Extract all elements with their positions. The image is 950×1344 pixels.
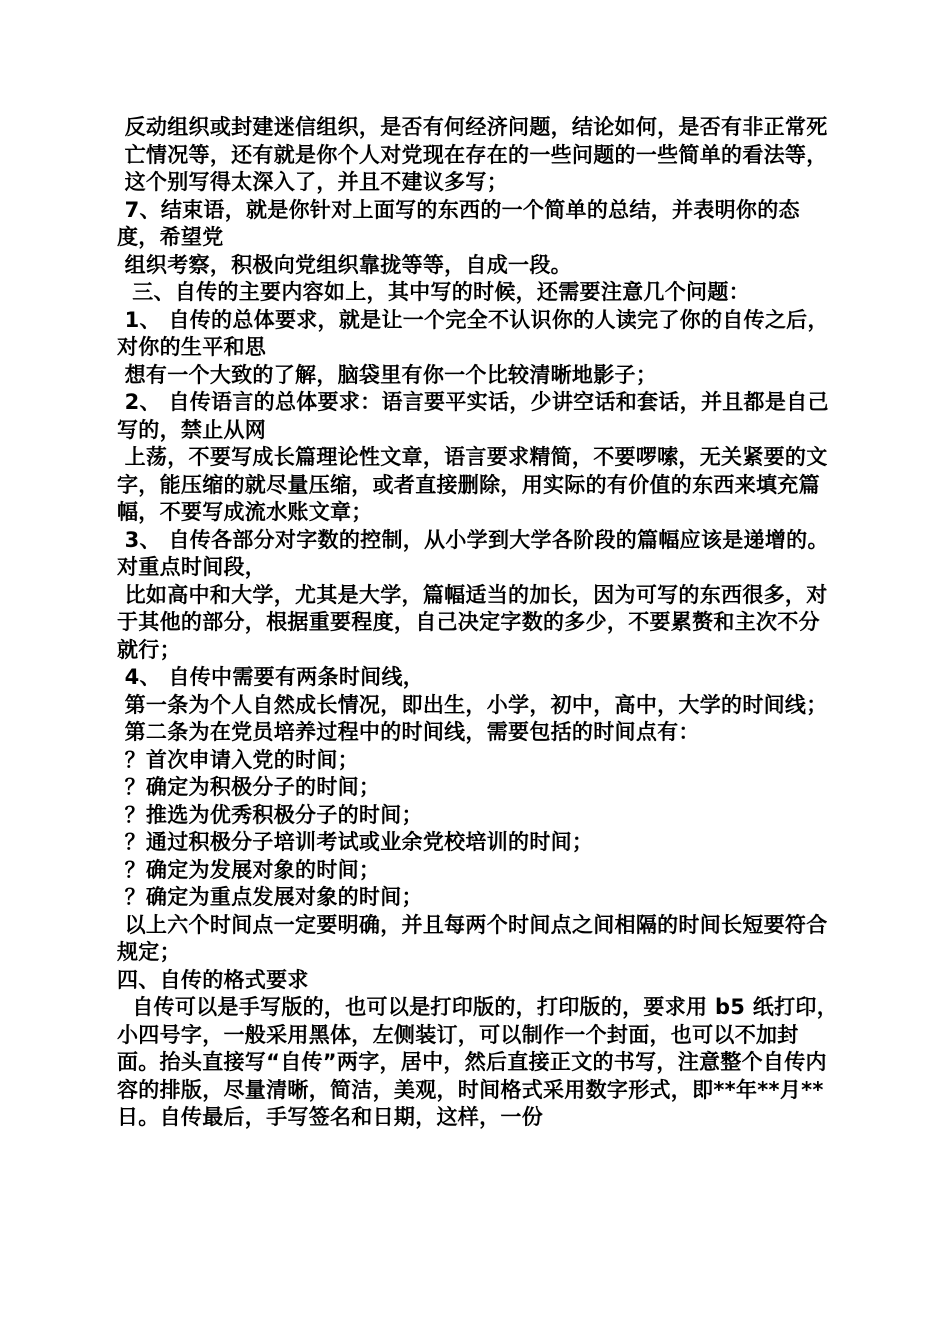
text-line: 想有一个大致的了解，脑袋里有你一个比较清晰地影子； — [117, 362, 658, 387]
text-line: 这个别写得太深入了，并且不建议多写； — [117, 170, 509, 194]
list-item: ？推选为优秀积极分子的时间； — [117, 802, 423, 827]
text-line: 7、结束语，就是你针对上面写的东西的一个简单的总结，并表明你的态度，希望党 — [117, 197, 800, 249]
document-body — [117, 114, 839, 1132]
text-line: 第一条为个人自然成长情况，即出生，小学，初中，高中，大学的时间线； — [117, 692, 828, 717]
text-line: 组织考察，积极向党组织靠拢等等，自成一段。 — [117, 252, 572, 277]
text-line: 上荡，不要写成长篇理论性文章，语言要求精简，不要啰嗦，无关紧要的文字，能压缩的就尽量压缩，或者直接删除，用实际的有价值的东西来填充篇幅，不要写成流水账文章； — [117, 445, 828, 524]
text-line: 比如高中和大学，尤其是大学，篇幅适当的加长，因为可写的东西很多，对于其他的部分，根据重要程度，自己决定字数的多少，不要累赘和主次不分就行； — [117, 582, 828, 662]
text-line: 1、 自传的总体要求，就是让一个完全不认识你的人读完了你的自传之后，对你的生平和思 — [117, 307, 829, 359]
list-item: ？确定为积极分子的时间； — [117, 775, 381, 799]
text-line: 反动组织或封建迷信组织，是否有何经济问题，结论如何，是否有非正常死 — [117, 115, 828, 139]
text-line: 第二条为在党员培养过程中的时间线，需要包括的时间点有： — [117, 720, 700, 744]
list-item: ？确定为发展对象的时间； — [117, 857, 381, 882]
text-line: 3、 自传各部分对字数的控制，从小学到大学各阶段的篇幅应该是递增的。对重点时间段， — [117, 527, 829, 579]
text-paragraph: 自传可以是手写版的，也可以是打印版的，打印版的，要求用 b5 纸打印，小四号字，一般采用黑体，左侧装订，可以制作一个封面，也可以不加封面。抬头直接写“自传”两字，居中，然后直接正文的书写，注意整个自传内容的排版，尽量清晰，简洁，美观，时间格式采用数字形式，即**年**月**日。自传最后，手写签名和日期，这样，一份 — [117, 995, 838, 1129]
list-item: ？通过积极分子培训考试或业余党校培训的时间； — [117, 830, 594, 854]
list-item: ？确定为重点发展对象的时间； — [117, 885, 423, 909]
text-line: 4、 自传中需要有两条时间线， — [117, 665, 425, 689]
text-line: 亡情况等，还有就是你个人对党现在存在的一些问题的一些简单的看法等， — [117, 142, 828, 167]
text-line: 以上六个时间点一定要明确，并且每两个时间点之间相隔的时间长短要符合规定； — [117, 912, 828, 964]
list-item: ？首次申请入党的时间； — [117, 747, 359, 772]
text-line: 2、 自传语言的总体要求：语言要平实话，少讲空话和套话，并且都是自己写的，禁止从网 — [117, 390, 829, 442]
section-heading: 三、自传的主要内容如上，其中写的时候，还需要注意几个问题： — [117, 280, 750, 304]
section-heading: 四、自传的格式要求 — [117, 967, 309, 992]
